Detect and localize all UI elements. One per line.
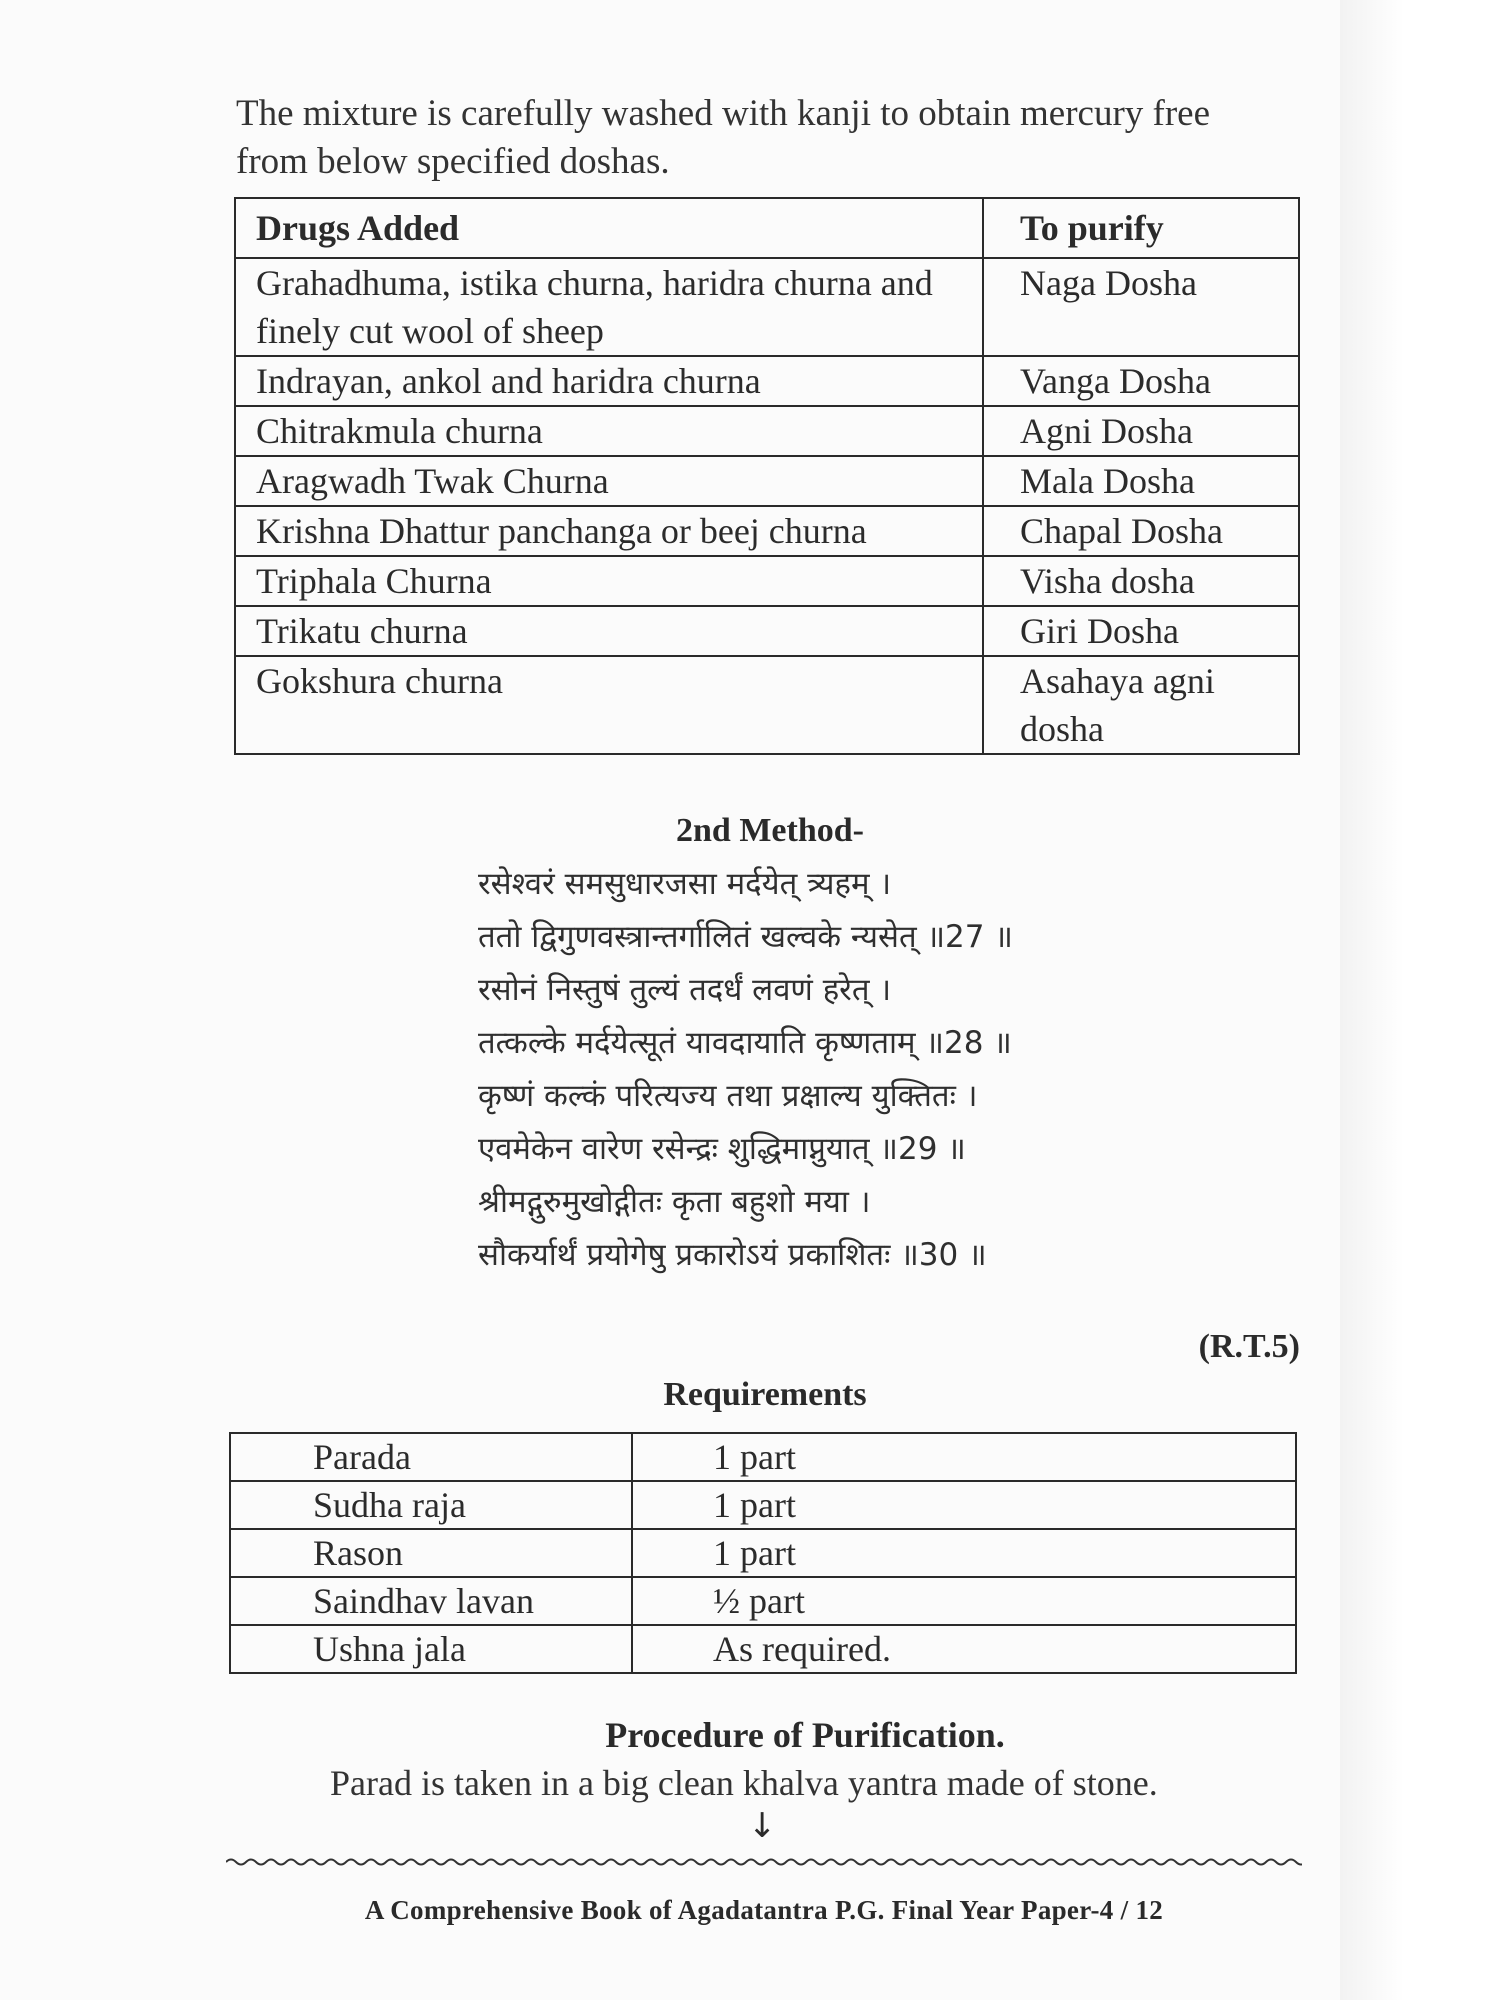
table-row	[230, 1529, 1296, 1577]
intro-line-2: from below specified doshas.	[236, 141, 670, 182]
purify-cell: Vanga Dosha	[983, 356, 1299, 406]
drug-cell: Trikatu churna	[235, 606, 983, 656]
drug-cell: Gokshura churna	[235, 656, 983, 754]
table-row	[235, 506, 1299, 556]
purify-cell: Asahaya agni dosha	[983, 656, 1299, 754]
header-drugs-added: Drugs Added	[235, 198, 983, 258]
drug-cell: Krishna Dhattur panchanga or beej churna	[235, 506, 983, 556]
drug-cell: Grahadhuma, istika churna, haridra churna and finely cut wool of sheep	[235, 258, 983, 356]
table-row	[235, 606, 1299, 656]
verse-line: ततो द्विगुणवस्त्रान्तर्गालितं खल्वके न्यसेत् ॥27 ॥	[478, 919, 1013, 955]
sanskrit-verse	[478, 858, 1278, 1282]
wavy-divider	[226, 1856, 1302, 1868]
requirement-qty: ½ part	[632, 1577, 1296, 1625]
method-heading: 2nd Method-	[676, 812, 864, 849]
purify-cell: Naga Dosha	[983, 258, 1299, 356]
requirement-qty: 1 part	[632, 1481, 1296, 1529]
verse-line: सौकर्यार्थं प्रयोगेषु प्रकारोऽयं प्रकाशितः ॥30 ॥	[478, 1237, 987, 1273]
table-row	[235, 656, 1299, 754]
table-row	[235, 406, 1299, 456]
purify-cell: Visha dosha	[983, 556, 1299, 606]
procedure-heading: Procedure of Purification.	[605, 1715, 1005, 1755]
purify-cell: Agni Dosha	[983, 406, 1299, 456]
verse-line: रसोनं निस्तुषं तुल्यं तदर्धं लवणं हरेत् ।	[478, 972, 892, 1008]
drug-cell: Aragwadh Twak Churna	[235, 456, 983, 506]
purify-cell: Mala Dosha	[983, 456, 1299, 506]
table-row	[230, 1433, 1296, 1481]
verse-line: श्रीमद्गुरुमुखोद्गीतः कृता बहुशो मया ।	[478, 1184, 871, 1220]
drug-cell: Triphala Churna	[235, 556, 983, 606]
dosha-table	[234, 197, 1300, 755]
page-edge	[1340, 0, 1500, 2000]
table-row	[235, 258, 1299, 356]
drug-cell: Indrayan, ankol and haridra churna	[235, 356, 983, 406]
procedure-text: Parad is taken in a big clean khalva yantra made of stone.	[330, 1763, 1158, 1803]
page-footer: A Comprehensive Book of Agadatantra P.G. Final Year Paper-4 / 12	[364, 1895, 1164, 1925]
table-row	[230, 1481, 1296, 1529]
table-row	[235, 356, 1299, 406]
dosha-table-header-row	[235, 198, 1299, 258]
verse-line: रसेश्वरं समसुधारजसा मर्दयेत् त्र्यहम् ।	[478, 866, 892, 902]
requirements-heading: Requirements	[663, 1376, 867, 1413]
intro-paragraph	[236, 90, 1316, 186]
verse-reference: (R.T.5)	[1198, 1328, 1300, 1365]
purify-cell: Giri Dosha	[983, 606, 1299, 656]
verse-line: कृष्णं कल्कं परित्यज्य तथा प्रक्षाल्य युक्तितः ।	[478, 1078, 978, 1114]
table-row	[230, 1625, 1296, 1673]
table-row	[230, 1577, 1296, 1625]
header-to-purify: To purify	[983, 198, 1299, 258]
requirement-item: Parada	[230, 1433, 632, 1481]
requirement-qty: 1 part	[632, 1529, 1296, 1577]
intro-line-1: The mixture is carefully washed with kanji to obtain mercury free	[236, 93, 1210, 134]
verse-line: तत्कल्के मर्दयेत्सूतं यावदायाति कृष्णताम् ॥28 ॥	[478, 1025, 1012, 1061]
purify-cell: Chapal Dosha	[983, 506, 1299, 556]
table-row	[235, 456, 1299, 506]
requirement-qty: As required.	[632, 1625, 1296, 1673]
verse-line: एवमेकेन वारेण रसेन्द्रः शुद्धिमाप्नुयात् ॥29 ॥	[478, 1131, 966, 1167]
requirement-item: Sudha raja	[230, 1481, 632, 1529]
requirement-item: Ushna jala	[230, 1625, 632, 1673]
requirement-item: Saindhav lavan	[230, 1577, 632, 1625]
requirements-table	[229, 1432, 1297, 1674]
table-row	[235, 556, 1299, 606]
drug-cell: Chitrakmula churna	[235, 406, 983, 456]
requirement-qty: 1 part	[632, 1433, 1296, 1481]
down-arrow-icon: ↓	[748, 1806, 777, 1846]
requirement-item: Rason	[230, 1529, 632, 1577]
